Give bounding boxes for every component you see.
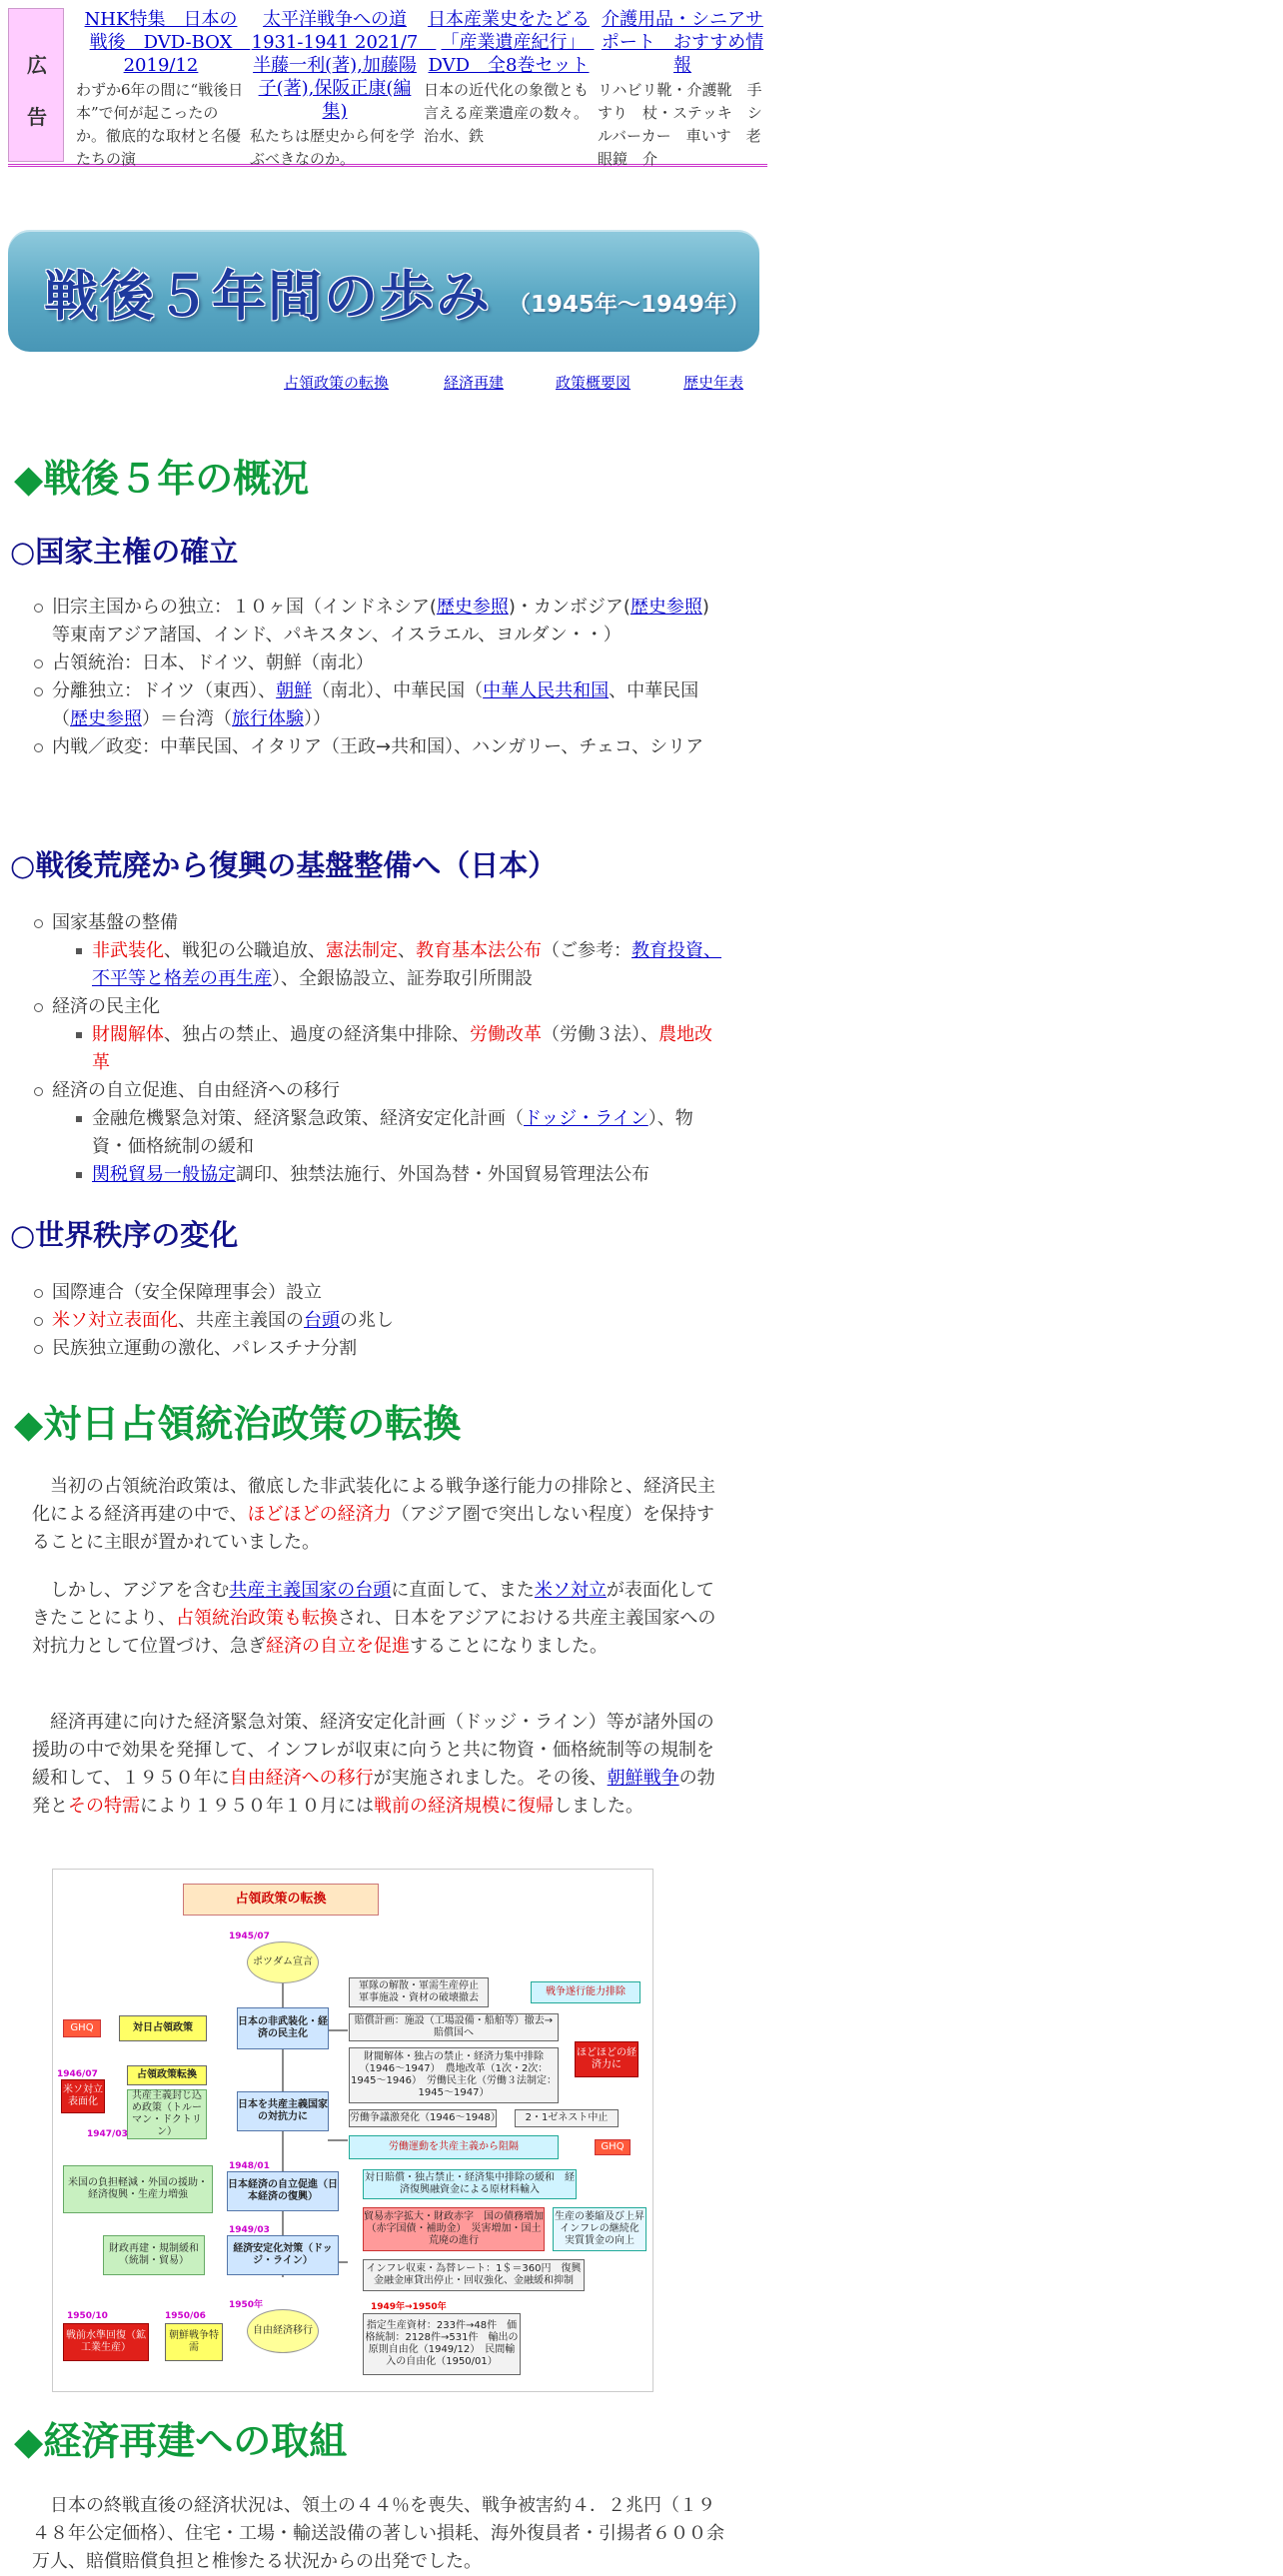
diagram-year: 1950/10 <box>67 2311 108 2321</box>
list-text: の兆し <box>340 1310 394 1331</box>
korea-link[interactable]: 朝鮮 <box>276 680 313 701</box>
list-item: 民族独立運動の激化、パレスチナ分割 <box>0 1335 711 1363</box>
diagram-note: 労働争議激発化（1946～1948） <box>349 2109 497 2127</box>
diagram-node-communism: 共産主義封じ込め政策（トルーマン・ドクトリン） <box>127 2089 207 2139</box>
list-item: 占領統治：日本、ドイツ、朝鮮（南北） <box>0 649 711 677</box>
sub-list-item <box>52 1161 721 1189</box>
emphasis-text: 米ソ対立表面化 <box>52 1310 178 1331</box>
list-text: ）、全銀協設立、証券取引所開設 <box>272 968 533 989</box>
diagram-note: インフレ収束・為替レート：1＄＝360円 復興金融金庫貸出停止・回収強化、金融緩和抑制 <box>363 2259 585 2291</box>
list-text: )等東南アジア諸国、インド、パキスタン、イスラエル、ヨルダン・・） <box>52 597 709 645</box>
page-title: 戦後５年間の歩み <box>44 265 492 328</box>
list-text: （労働３法）、 <box>542 1024 658 1045</box>
diagram-connector <box>328 2029 348 2031</box>
list-text: 調印、独禁法施行、外国為替・外国貿易管理法公布 <box>236 1164 649 1185</box>
travel-link[interactable]: 旅行体験 <box>232 708 304 729</box>
diagram-note: 財閥解体・独占の禁止・経済力集中排除（1946～1947） 農地改革（1次・2次：1945～1946） 労働民主化（労働３法制定：1945～1947） <box>349 2047 559 2103</box>
history-ref-link[interactable]: 歴史参照 <box>630 597 702 618</box>
diagram-node-potsdam: ポツダム宣言 <box>247 1941 319 1983</box>
diagram-node-ghq: GHQ <box>595 2139 631 2155</box>
ad-item[interactable] <box>250 8 437 168</box>
emphasis-text: 農地改革 <box>92 1024 712 1073</box>
nav-link-history-timeline[interactable]: 歴史年表 <box>683 374 744 392</box>
para-text: の勃発と <box>32 1768 715 1817</box>
diagram-node-policy-shift: 占領政策転換 <box>127 2065 207 2085</box>
reconstruction-paragraph: 日本の終戦直後の経済状況は、領土の４４％を喪失、戦争被害約４．２兆円（１９４８年公定価格）、住宅・工場・輸送設備の著しい損耗、海外復員者・引揚者６００余万人、賠償賠償負担と椎惨たる状況からの出発でした。 <box>32 2495 724 2572</box>
list-text: 分離独立：ドイツ（東西）、 <box>52 680 277 701</box>
diagram-year: 1947/03 <box>87 2129 128 2139</box>
list-text: 、共産主義国の <box>178 1310 304 1331</box>
para-text: 当初の占領統治政策は、徹底した非武装化による戦争遂行能力の排除と、経済民主化による経済再建の中で、 <box>32 1476 715 1525</box>
sovereignty-list <box>0 594 759 761</box>
para-text: （アジア圏で突出しない程度）を保持することに主眼が置かれていました。 <box>32 1504 714 1553</box>
list-item <box>0 677 711 733</box>
diagram-year: 1946/07 <box>57 2069 98 2079</box>
ad-item-desc: 日本の近代化の象徴とも言える産業遺産の数々。治水、鉄 <box>424 81 590 145</box>
list-text: 経済の民主化 <box>52 996 160 1017</box>
list-item <box>0 1077 711 1189</box>
korean-war-link[interactable]: 朝鮮戦争 <box>607 1768 679 1789</box>
diagram-connector <box>328 2139 348 2141</box>
list-text: 旧宗主国からの独立：１０ヶ国（インドネシア( <box>52 597 437 618</box>
sub-list-item <box>52 937 721 993</box>
diagram-note: 2・1ゼネスト中止 <box>515 2109 619 2127</box>
diagram-node-prewar: 戦前水準回復（鉱工業生産） <box>63 2323 149 2361</box>
diagram-note: 対日賠償・独占禁止・経済集中排除の緩和 経済復興融資金による原材料輸入 <box>363 2169 577 2199</box>
ad-item-desc: リハビリ靴・介護靴 手すり 杖・ステッキ シルバーカー 車いす 老眼鏡 介 <box>598 81 762 168</box>
ad-label <box>8 8 64 162</box>
us-soviet-link[interactable]: 米ソ対立 <box>534 1580 607 1601</box>
diagram-year: 1948/01 <box>229 2161 270 2171</box>
list-text: （南北）、中華民国（ <box>312 680 484 701</box>
para-text: しかし、アジアを含む <box>50 1580 230 1601</box>
page-period: （1945年～1949年） <box>508 292 751 318</box>
diagram-node-ghq: GHQ <box>63 2019 101 2037</box>
emphasis-text: 労働改革 <box>470 1024 542 1045</box>
ad-item-title-link[interactable]: 太平洋戦争への道 1931-1941 2021/7 半藤一利(著),加藤陽子(著),保阪正康(編集) <box>251 9 437 122</box>
diagram-note: 指定生産資材：233件→48件 価格統制：2128件→531件 輸出の原則自由化（1949/12） 民間輸入の自由化（1950/01） <box>363 2313 521 2375</box>
diagram-node-counter: 日本を共産主義国家の対抗力に <box>237 2091 329 2131</box>
list-text: 金融危機緊急対策、経済緊急政策、経済安定化計画（ <box>92 1108 524 1129</box>
list-text: 、独占の禁止、過度の経済集中排除、 <box>164 1024 470 1045</box>
list-item: 内戦／政変：中華民国、イタリア（王政→共和国）、ハンガリー、チェコ、シリア <box>0 733 711 761</box>
ad-item[interactable] <box>598 8 767 168</box>
list-text: ）） <box>304 708 331 729</box>
diagram-node-finance: 財政再建・規制緩和（統制・貿易） <box>103 2235 205 2275</box>
list-item: 国際連合（安全保障理事会）設立 <box>0 1279 711 1307</box>
list-item <box>0 993 711 1077</box>
diagram-year: 1950/06 <box>165 2311 206 2321</box>
world-order-list <box>0 1279 759 1363</box>
history-ref-link[interactable]: 歴史参照 <box>70 708 142 729</box>
para-text: により１９５０年１０月には <box>140 1796 374 1817</box>
list-text: （ご参考： <box>542 940 632 961</box>
diagram-note: 軍隊の解散・軍需生産停止 軍事施設・資材の破壊撤去 <box>349 1977 489 2007</box>
list-text: 経済の自立促進、自由経済への移行 <box>52 1080 340 1101</box>
nav-link-policy-shift[interactable]: 占領政策の転換 <box>284 374 390 392</box>
emphasis-text: その特需 <box>68 1796 140 1817</box>
policy-paragraph <box>32 1473 731 1557</box>
diagram-year: 1949/03 <box>229 2225 270 2235</box>
ad-banner <box>8 8 767 167</box>
dodge-line-link[interactable]: ドッジ・ライン <box>524 1108 648 1129</box>
subheading-sovereignty: ○国家主権の確立 <box>10 535 239 569</box>
emphasis-text: 経済の自立を促進 <box>266 1636 410 1657</box>
ad-item[interactable] <box>76 8 251 168</box>
ad-label-char-1: 広 <box>27 53 47 77</box>
nav-link-policy-diagram[interactable]: 政策概要図 <box>556 374 632 392</box>
policy-paragraph <box>32 1577 731 1661</box>
title-banner <box>8 230 759 352</box>
diagram-node-stabilize: 経済安定化対策（ドッジ・ライン） <box>227 2235 339 2275</box>
diagram-node-independence: 日本経済の自立促進（日本経済の復興） <box>227 2171 339 2211</box>
diagram-year: 1945/07 <box>229 1932 270 1941</box>
list-text: )・カンボジア( <box>508 597 631 618</box>
gatt-link[interactable]: 関税貿易一般協定 <box>92 1164 236 1185</box>
education-link[interactable]: 教育投資、不平等と格差の再生産 <box>92 940 721 989</box>
emphasis-text: 占領統治政策も転換 <box>176 1608 338 1629</box>
para-text: が表面化してきたことにより、 <box>32 1580 714 1629</box>
emphasis-text: 戦前の経済規模に復帰 <box>374 1796 554 1817</box>
subheading-japan-base: ○戦後荒廃から復興の基盤整備へ（日本） <box>10 848 558 882</box>
diagram-note: 貿易赤字拡大・財政赤字 国の債務増加（赤字国債・補助金） 災害増加・国土荒廃の進行 <box>363 2207 545 2251</box>
para-text: され、日本をアジアにおける共産主義国家への対抗力として位置づけ、急ぎ <box>32 1608 716 1657</box>
para-text: しました。 <box>554 1796 643 1817</box>
emphasis-text: 教育基本法公布 <box>416 940 542 961</box>
diagram-result: 労働運動を共産主義から阻隔 <box>349 2135 559 2159</box>
history-ref-link[interactable]: 歴史参照 <box>436 597 509 618</box>
diagram-note: 賠償計画：施設（工場設備・船舶等）撤去→賠償国へ <box>349 2013 559 2041</box>
policy-paragraph <box>32 1709 731 1821</box>
list-text: ）、物資・価格統制の緩和 <box>92 1108 693 1157</box>
list-text: 、中華民国（ <box>52 680 699 729</box>
list-text: 国家基盤の整備 <box>52 912 178 933</box>
ad-item-desc: 私たちは歴史から何を学ぶべきなのか。 <box>250 127 416 168</box>
nav-link-reconstruction[interactable]: 経済再建 <box>444 374 505 392</box>
list-text: ）＝台湾（ <box>142 708 232 729</box>
prc-link[interactable]: 中華人民共和国 <box>483 680 610 701</box>
policy-shift-diagram <box>52 1869 653 2392</box>
diagram-node-conflict: 米ソ対立表面化 <box>61 2079 105 2113</box>
emphasis-text: 財閥解体 <box>92 1024 164 1045</box>
section-heading-policy-shift: ◆対日占領統治政策の転換 <box>14 1402 462 1446</box>
ad-item-title-link[interactable]: 介護用品・シニアサポート おすすめ情報 <box>601 9 764 76</box>
section-heading-overview: ◆戦後５年の概況 <box>14 457 310 501</box>
diagram-year: 1950年 <box>229 2300 264 2310</box>
rise-link[interactable]: 台頭 <box>304 1310 340 1331</box>
sub-list-item <box>52 1021 721 1077</box>
diagram-node-demilitarize: 日本の非武装化・経済の民主化 <box>237 2007 329 2049</box>
ad-item-title-link[interactable]: NHK特集 日本の戦後 DVD-BOX 2019/12 <box>84 9 251 76</box>
section-heading-reconstruction: ◆経済再建への取組 <box>14 2419 348 2463</box>
sub-list-item <box>52 1105 721 1161</box>
emphasis-text: ほどほどの経済力 <box>247 1504 392 1525</box>
list-item <box>0 909 721 993</box>
communism-rise-link[interactable]: 共産主義国家の台頭 <box>229 1580 392 1601</box>
list-text: 、 <box>398 940 416 961</box>
para-text: 経済再建に向けた経済緊急対策、経済安定化計画（ドッジ・ライン）等が諸外国の援助の中で効果を発揮して、インフレが収束に向うと共に物資・価格統制等の規制を緩和して、１９５０年に <box>32 1712 714 1789</box>
japan-base-list <box>0 909 759 1189</box>
ad-item[interactable] <box>424 8 594 162</box>
subheading-world-order: ○世界秩序の変化 <box>10 1218 239 1252</box>
para-text: することになりました。 <box>410 1636 608 1657</box>
diagram-node-occupy-policy: 対日占領政策 <box>119 2015 207 2041</box>
emphasis-text: 自由経済への移行 <box>229 1768 374 1789</box>
emphasis-text: 憲法制定 <box>326 940 398 961</box>
list-item <box>0 1307 711 1335</box>
emphasis-text: 非武装化 <box>92 940 164 961</box>
diagram-title: 占領政策の転換 <box>183 1884 379 1916</box>
ad-item-title-link[interactable]: 日本産業史をたどる「産業遺産紀行」 DVD 全8巻セット <box>428 9 595 76</box>
list-item <box>0 594 711 649</box>
diagram-node-korean-war: 朝鮮戦争特需 <box>165 2323 223 2361</box>
diagram-result: ほどほどの経済力に <box>575 2041 639 2077</box>
diagram-note: 生産の萎縮及び上昇 インフレの継続化 実質賃金の向上 <box>553 2207 646 2251</box>
diagram-node-free-economy: 自由経済移行 <box>247 2309 319 2353</box>
para-text: が実施されました。その後、 <box>373 1768 608 1789</box>
diagram-result: 戦争遂行能力排除 <box>531 1981 641 2003</box>
diagram-node-aid: 米国の負担軽減・外国の援助・経済復興・生産力増強 <box>63 2165 213 2213</box>
ad-label-char-2: 告 <box>27 105 47 129</box>
ad-item-desc: わずか6年の間に“戦後日本”で何が起こったのか。徹底的な取材と名優たちの演 <box>76 81 244 168</box>
para-text: に直面して、また <box>391 1580 535 1601</box>
diagram-year: 1949年→1950年 <box>371 2302 447 2312</box>
list-text: 、戦犯の公職追放、 <box>164 940 326 961</box>
